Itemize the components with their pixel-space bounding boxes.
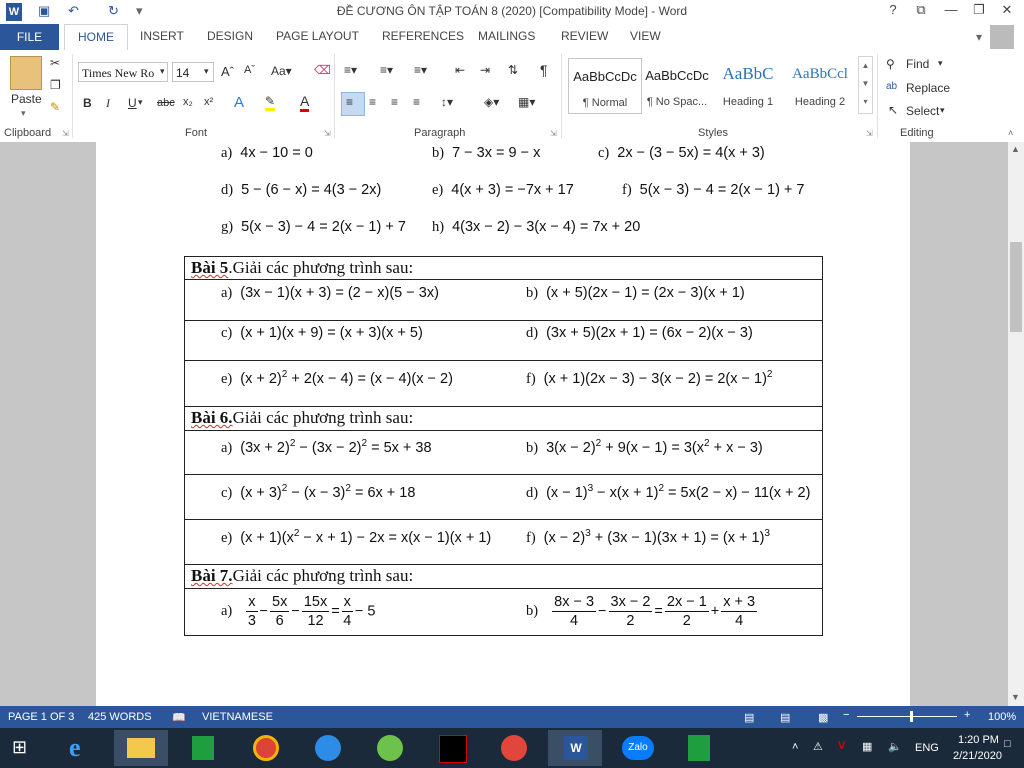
zoom-level[interactable]: 100% — [988, 711, 1017, 723]
clipboard-launcher-icon[interactable]: ⇲ — [62, 129, 69, 138]
garena-icon[interactable] — [424, 730, 478, 766]
style-preview: AaBbC — [722, 64, 774, 83]
page-count[interactable]: PAGE 1 OF 3 — [8, 711, 75, 723]
file-explorer-icon[interactable] — [114, 730, 168, 766]
subscript-button[interactable]: x₂ — [183, 96, 193, 108]
tab-home[interactable]: HOME — [64, 24, 128, 51]
document-area — [0, 142, 1024, 706]
paste-dropdown-icon[interactable]: ▾ — [21, 108, 26, 118]
increase-indent-icon[interactable]: ⇥ — [480, 63, 491, 77]
font-color-icon[interactable]: A — [300, 94, 309, 112]
ribbon-separator — [72, 54, 73, 138]
ie-icon[interactable]: e — [69, 733, 81, 762]
bullets-icon[interactable]: ≡▾ — [344, 63, 358, 77]
replace-button[interactable]: Replace — [906, 81, 951, 95]
table-border — [184, 588, 823, 589]
equation: a) (3x − 1)(x + 3) = (2 − x)(5 − 3x) — [221, 285, 439, 301]
format-painter-icon[interactable]: ✎ — [50, 100, 61, 114]
align-center-icon[interactable]: ≡ — [369, 95, 377, 109]
style-name: ¶ No Spac... — [646, 96, 708, 108]
paste-icon[interactable] — [10, 56, 42, 90]
table-border — [184, 406, 823, 407]
styles-group-label: Styles — [698, 127, 728, 139]
table-border — [184, 474, 823, 475]
music-icon[interactable] — [486, 730, 540, 766]
shading-icon[interactable]: ◈▾ — [484, 95, 500, 109]
user-avatar[interactable] — [990, 25, 1014, 49]
underline-button[interactable]: U — [128, 96, 137, 110]
word-icon[interactable]: W — [548, 730, 602, 766]
language-indicator[interactable]: VIETNAMESE — [202, 711, 273, 723]
customize-qat-icon[interactable]: ▾ — [136, 3, 143, 18]
text-effects-icon[interactable]: A — [234, 94, 245, 111]
select-icon: ↖ — [888, 103, 899, 117]
equation: b) (x + 5)(2x − 1) = (2x − 3)(x + 1) — [526, 285, 745, 301]
numbering-icon[interactable]: ≡▾ — [380, 63, 394, 77]
font-name-dropdown-icon[interactable]: ▾ — [160, 66, 165, 76]
highlight-icon[interactable]: ✎ — [265, 94, 275, 111]
table-border — [822, 256, 823, 636]
input-language[interactable]: ENG — [915, 742, 939, 754]
network-warning-icon[interactable]: ⚠ — [813, 741, 823, 753]
cut-icon[interactable]: ✂ — [50, 56, 61, 70]
title-bar — [0, 0, 1024, 24]
vertical-scrollbar[interactable] — [1008, 142, 1024, 706]
table-border — [184, 279, 823, 280]
equation: c) 2x − (3 − 5x) = 4(x + 3) — [598, 145, 765, 161]
font-size-dropdown-icon[interactable]: ▾ — [204, 66, 209, 76]
equation: e) $(x + 2)^2 + 2(x - 4) = (x - 4)(x - 2)$ — [221, 369, 453, 387]
style-heading-1[interactable] — [712, 58, 784, 112]
tab-mailings[interactable]: MAILINGS — [478, 29, 536, 43]
scroll-down-icon[interactable]: ▼ — [1011, 692, 1020, 702]
web-layout-icon[interactable]: ▩ — [818, 712, 829, 724]
equation: e) $(x + 1)(x^2 - x + 1) - 2x = x(x - 1)(x + 1)$ — [221, 528, 492, 546]
editing-group-label: Editing — [900, 127, 934, 139]
ribbon-tabs — [0, 24, 1024, 51]
tab-page-layout[interactable]: PAGE LAYOUT — [276, 29, 359, 43]
exercise-5-heading: Bài 5.Giải các phương trình sau: — [191, 258, 414, 277]
shrink-font-icon[interactable]: Aˇ — [244, 64, 255, 76]
equation: d) (3x + 5)(2x + 1) = (6x − 2)(x − 3) — [526, 325, 753, 341]
exercise-6-heading: Bài 6.Giải các phương trình sau: — [191, 408, 414, 427]
tab-references[interactable]: REFERENCES — [382, 29, 465, 43]
style-name: Heading 1 — [722, 96, 774, 108]
clear-formatting-icon[interactable]: ⌫ — [314, 63, 331, 77]
ribbon-home — [0, 50, 1024, 143]
style-heading-2[interactable] — [784, 58, 856, 112]
equation: g) 5(x − 3) − 4 = 2(x − 1) + 7 — [221, 219, 406, 235]
zoom-in-icon[interactable]: + — [964, 709, 971, 721]
equation: b) $3(x - 2)^2 + 9(x - 1) = 3(x^2 + x - 3)$ — [526, 438, 763, 456]
zalo-icon[interactable]: Zalo — [610, 730, 664, 766]
volume-icon[interactable]: 🔈 — [888, 741, 902, 753]
style-preview: AaBbCcl — [792, 66, 848, 82]
tab-review[interactable]: REVIEW — [561, 29, 609, 43]
table-border — [184, 635, 823, 636]
zoom-slider[interactable] — [857, 716, 957, 717]
proofing-icon[interactable]: 📖 — [172, 712, 186, 724]
replace-icon: ab — [886, 81, 898, 92]
restore-button[interactable]: ❐ — [973, 2, 985, 17]
grow-font-icon[interactable]: Aˆ — [221, 64, 234, 79]
table-border — [184, 564, 823, 565]
change-case-icon[interactable]: Aa▾ — [271, 64, 292, 78]
strikethrough-button[interactable]: abc — [157, 97, 175, 109]
notifications-icon[interactable]: □ — [1004, 738, 1011, 750]
equation: d) $(x - 1)^3 - x(x + 1)^2 = 5x(2 - x) - 11(x + 2)$ — [526, 483, 811, 501]
ribbon-separator — [334, 54, 335, 138]
paragraph-launcher-icon[interactable]: ⇲ — [550, 129, 557, 138]
word-logo-icon[interactable]: W — [6, 3, 22, 21]
word-count[interactable]: 425 WORDS — [88, 711, 152, 723]
show-marks-icon[interactable]: ¶ — [540, 62, 548, 78]
table-border — [184, 430, 823, 431]
equation: c) $(x + 3)^2 - (x - 3)^2 = 6x + 18$ — [221, 483, 416, 501]
store-icon[interactable] — [176, 730, 230, 766]
status-bar — [0, 706, 1024, 728]
paragraph-group-label: Paragraph — [414, 127, 466, 139]
style-name: Heading 2 — [794, 96, 846, 108]
window-title: ĐỀ CƯƠNG ÔN TẬP TOÁN 8 (2020) [Compatibility Mode] - Word — [336, 4, 688, 18]
copy-icon[interactable]: ❐ — [50, 78, 61, 92]
equation: f) 5(x − 3) − 4 = 2(x − 1) + 7 — [622, 182, 805, 198]
style-preview: AaBbCcDc — [573, 69, 637, 84]
style-normal[interactable] — [568, 58, 642, 114]
equation: c) (x + 1)(x + 9) = (x + 3)(x + 5) — [221, 325, 423, 341]
font-name-combo[interactable]: Times New Ro — [78, 62, 168, 82]
table-border — [184, 320, 823, 321]
tab-file[interactable]: FILE — [0, 24, 59, 50]
tab-insert[interactable]: INSERT — [140, 29, 184, 43]
clock-date[interactable]: 2/21/2020 — [953, 750, 1002, 762]
equation: b) $\frac{8x - 3}{4}$ − $\frac{3x - 2}{2}$ = $\frac{2x - 1}{2}$ + $\frac{x + 3}{4}$ — [526, 594, 756, 629]
equation: d) 5 − (6 − x) = 4(3 − 2x) — [221, 182, 382, 198]
tab-design[interactable]: DESIGN — [207, 29, 254, 43]
equation: e) 4(x + 3) = −7x + 17 — [432, 182, 574, 198]
align-left-icon: ≡ — [346, 95, 354, 109]
equation: f) $(x - 2)^3 + (3x - 1)(3x + 1) = (x + 1)^3$ — [526, 528, 770, 546]
zoom-out-icon[interactable]: − — [843, 709, 850, 721]
ribbon-separator — [561, 54, 562, 138]
clipboard-group-label: Clipboard — [4, 127, 52, 139]
redo-icon[interactable]: ↻ — [108, 3, 119, 18]
line-spacing-icon[interactable]: ↕▾ — [441, 95, 454, 109]
styles-scroll-icon[interactable]: ▲ ▼ ▾ — [858, 56, 873, 114]
font-group-label: Font — [185, 127, 208, 139]
save-icon[interactable]: ▣ — [38, 3, 51, 18]
ribbon-separator — [877, 54, 878, 138]
font-size-combo[interactable]: 14 — [172, 62, 214, 82]
collapse-ribbon-caret-icon[interactable]: ˄ — [1008, 128, 1014, 138]
italic-button[interactable]: I — [106, 96, 110, 110]
find-button[interactable]: Find — [906, 57, 930, 71]
read-mode-icon[interactable]: ▤ — [744, 712, 755, 724]
clock-time[interactable]: 1:20 PM — [958, 734, 999, 746]
font-launcher-icon[interactable]: ⇲ — [324, 129, 331, 138]
scrollbar-thumb[interactable] — [1010, 242, 1022, 332]
app-green-icon[interactable] — [362, 730, 416, 766]
exercise-7-heading: Bài 7.Giải các phương trình sau: — [191, 566, 414, 585]
zoom-slider-thumb[interactable] — [910, 711, 913, 722]
teamviewer-icon[interactable] — [300, 730, 354, 766]
equation: a) $(3x + 2)^2 - (3x - 2)^2 = 5x + 38$ — [221, 438, 432, 456]
sort-icon[interactable]: ⇅ — [508, 63, 519, 77]
underline-dropdown-icon[interactable]: ▾ — [138, 97, 143, 107]
table-border — [184, 256, 823, 257]
borders-icon[interactable]: ▦▾ — [518, 95, 536, 109]
style-preview: AaBbCcDc — [645, 68, 709, 83]
style-name: ¶ Normal — [582, 97, 628, 109]
justify-icon[interactable]: ≡ — [413, 95, 421, 109]
table-border — [184, 519, 823, 520]
taskbar — [0, 728, 1024, 768]
styles-launcher-icon[interactable]: ⇲ — [866, 129, 873, 138]
equation: a) 4x − 10 = 0 — [221, 145, 313, 161]
align-right-icon[interactable]: ≡ — [391, 95, 399, 109]
ribbon-display-button[interactable]: ⧉ — [916, 2, 926, 17]
print-layout-icon[interactable]: ▤ — [780, 712, 791, 724]
bold-button[interactable]: B — [83, 96, 92, 110]
find-dropdown-icon[interactable]: ▾ — [938, 58, 943, 68]
style-no-spacing[interactable] — [641, 58, 713, 112]
minimize-button[interactable]: — — [944, 2, 958, 17]
select-dropdown-icon[interactable]: ▾ — [940, 105, 945, 115]
table-border — [184, 360, 823, 361]
start-icon[interactable]: ⊞ — [12, 737, 28, 757]
decrease-indent-icon[interactable]: ⇤ — [455, 63, 466, 77]
help-button[interactable]: ? — [889, 2, 897, 17]
tray-overflow-icon[interactable]: ˄ — [792, 741, 799, 753]
document-page[interactable] — [96, 142, 910, 706]
equation: a) $\frac{x}{3}$ − $\frac{5x}{6}$ − $\frac{15x}{12}$ = $\frac{x}{4}$ − 5 — [221, 594, 376, 629]
superscript-button[interactable]: x² — [204, 96, 214, 108]
select-button[interactable]: Select — [906, 104, 940, 118]
equation: f) $(x + 1)(2x - 3) - 3(x - 2) = 2(x - 1)^2$ — [526, 369, 773, 387]
scroll-up-icon[interactable]: ▲ — [1011, 144, 1020, 154]
equation: b) 7 − 3x = 9 − x — [432, 145, 541, 161]
undo-icon[interactable]: ↶ — [68, 3, 79, 18]
find-icon: ⚲ — [886, 57, 895, 71]
tab-view[interactable]: VIEW — [630, 29, 661, 43]
collapse-ribbon-icon[interactable]: ▾ — [976, 30, 983, 44]
antivirus-icon[interactable]: V — [838, 740, 846, 752]
close-button[interactable]: ✕ — [1001, 2, 1013, 17]
equation: h) 4(3x − 2) − 3(x − 4) = 7x + 20 — [432, 219, 641, 235]
chrome-icon[interactable] — [238, 730, 292, 766]
multilevel-list-icon[interactable]: ≡▾ — [414, 63, 428, 77]
calculator-icon[interactable] — [672, 730, 726, 766]
table-border — [184, 256, 185, 636]
paste-button[interactable]: Paste — [11, 92, 42, 106]
network-icon[interactable]: ▦ — [862, 741, 873, 753]
